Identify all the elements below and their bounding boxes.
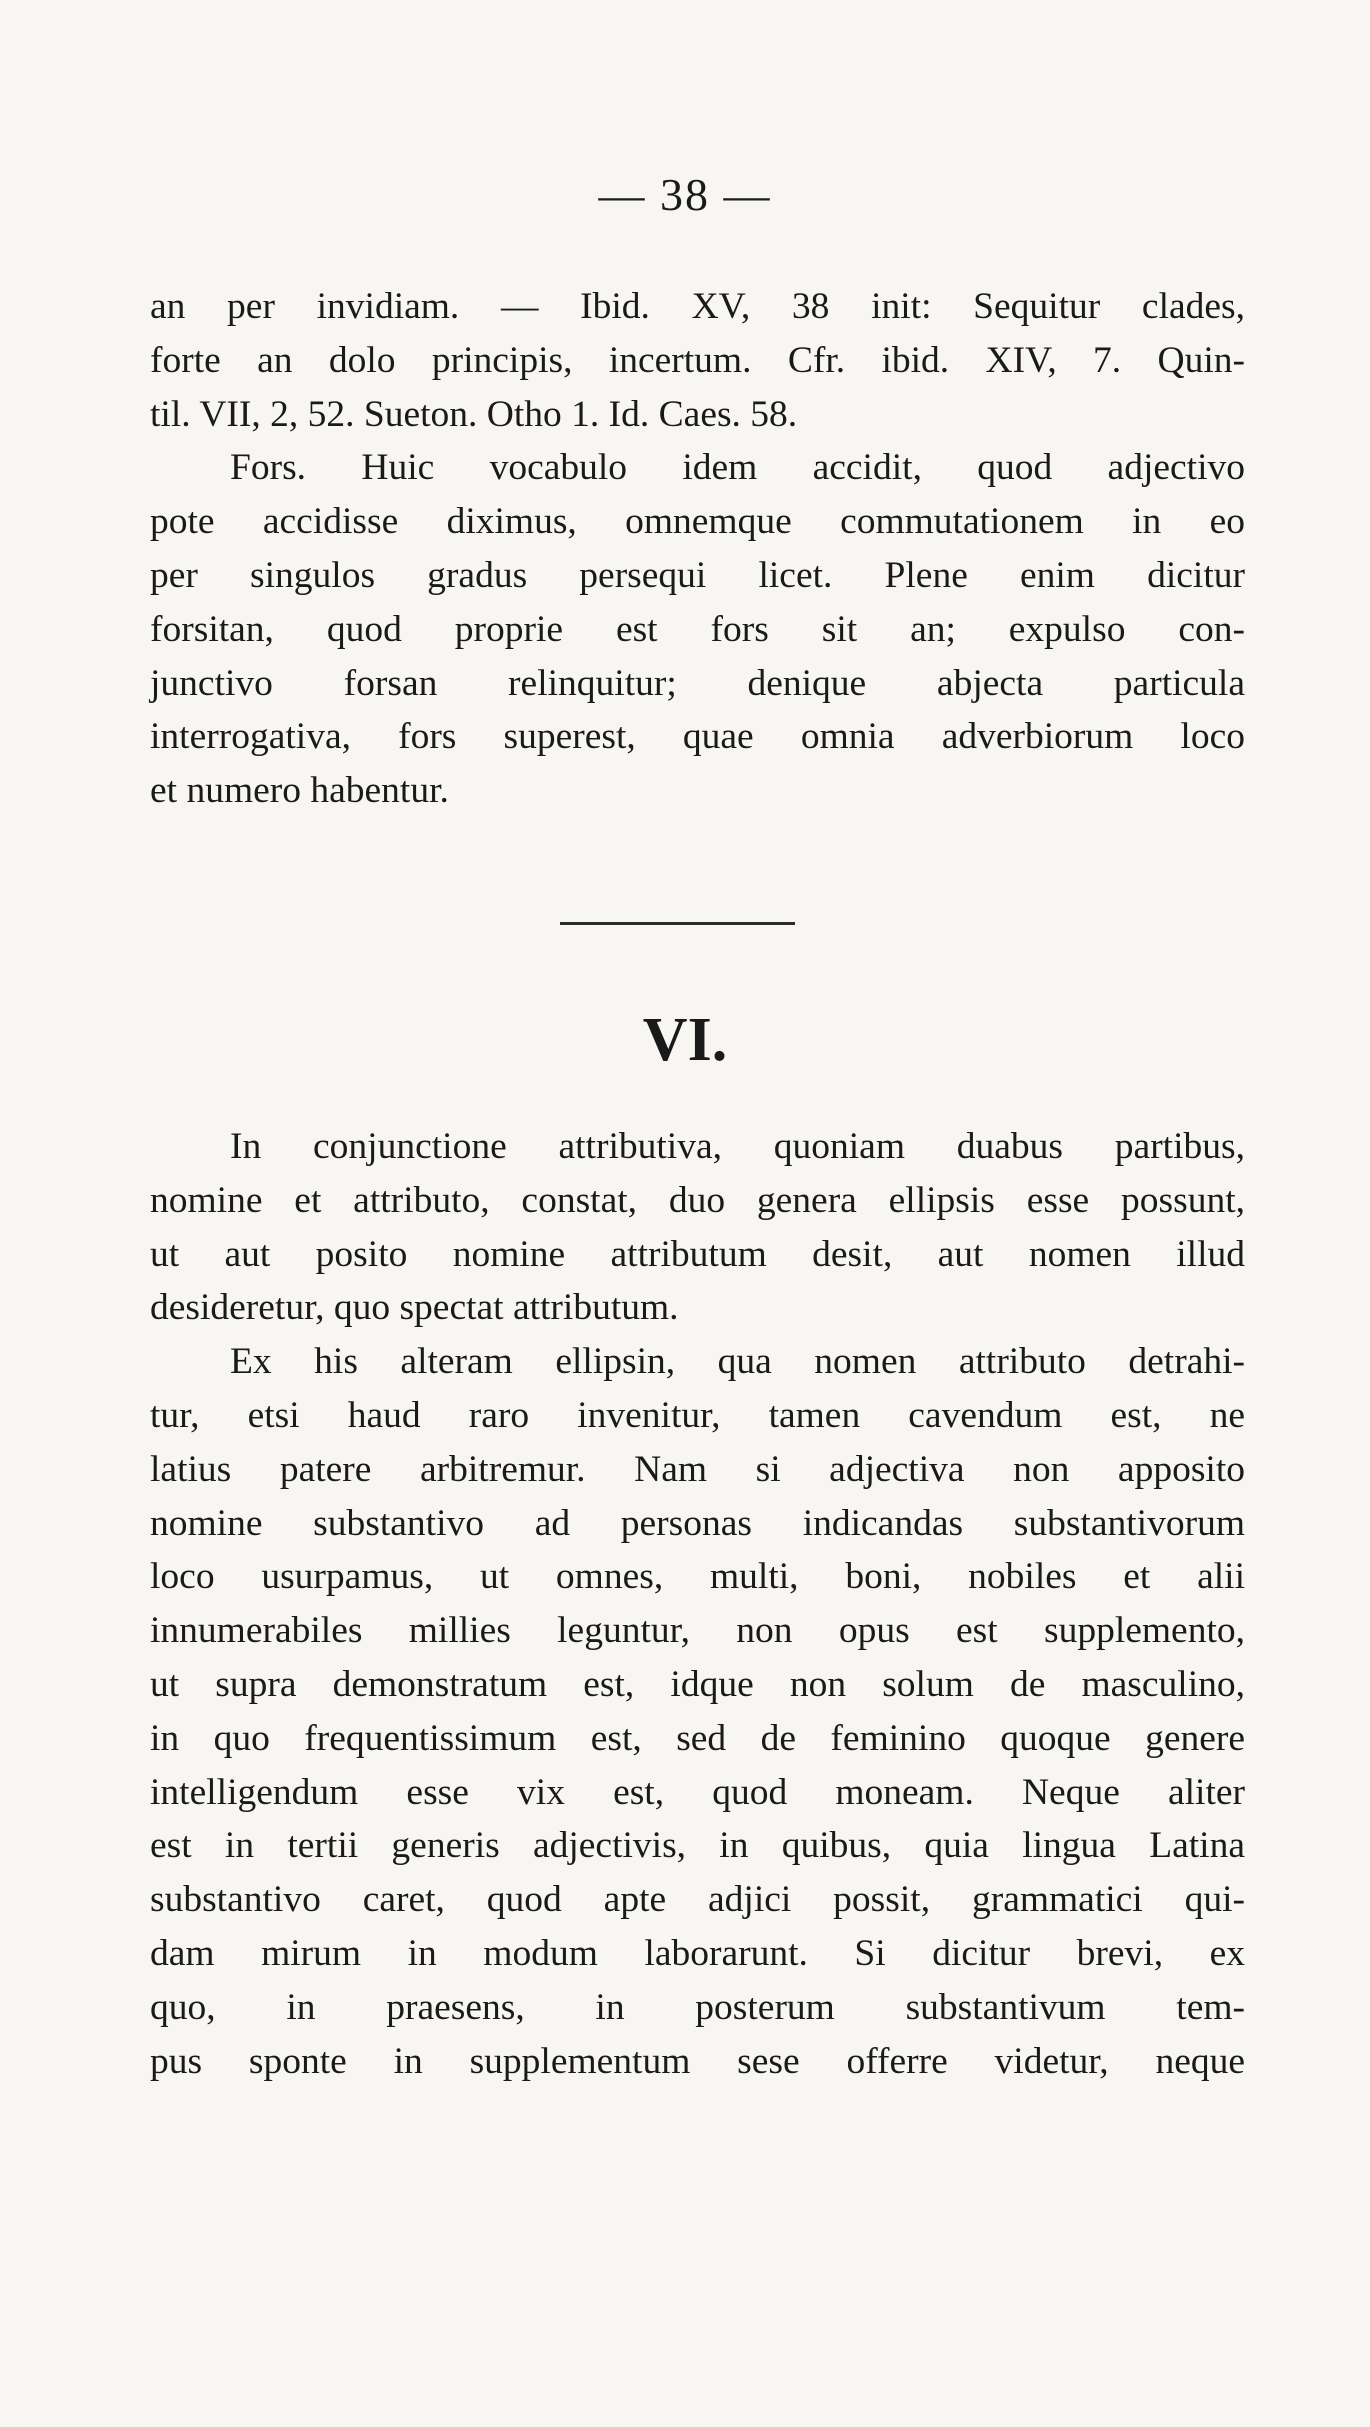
text-line: loco usurpamus, ut omnes, multi, boni, nobiles et alii	[150, 1556, 1245, 1598]
text-line: pote accidisse diximus, omnemque commutationem in eo	[150, 501, 1245, 543]
text-line: pus sponte in supplementum sese offerre videtur, neque	[150, 2040, 1245, 2082]
text-line: per singulos gradus persequi licet. Plene enim dicitur	[150, 554, 1245, 596]
section-heading: VI.	[642, 1006, 728, 1074]
paragraph-section-vi	[150, 1120, 1245, 2088]
text-line: substantivo caret, quod apte adjici possit, grammatici qui-	[150, 1879, 1245, 1921]
text-line: forsitan, quod proprie est fors sit an; expulso con-	[150, 608, 1245, 650]
text-line: desideretur, quo spectat attributum.	[150, 1287, 679, 1329]
text-line: til. VII, 2, 52. Sueton. Otho 1. Id. Caes. 58.	[150, 393, 798, 435]
text-line: est in tertii generis adjectivis, in quibus, quia lingua Latina	[150, 1825, 1245, 1867]
text-line: dam mirum in modum laborarunt. Si dicitur brevi, ex	[150, 1932, 1245, 1974]
text-line: interrogativa, fors superest, quae omnia adverbiorum loco	[150, 716, 1245, 758]
text-line: ut supra demonstratum est, idque non solum de masculino,	[150, 1663, 1245, 1705]
section-divider	[560, 922, 795, 925]
text-line: et numero habentur.	[150, 770, 449, 812]
text-line: innumerabiles millies leguntur, non opus est supplemento,	[150, 1610, 1245, 1652]
text-line: latius patere arbitremur. Nam si adjectiva non apposito	[150, 1448, 1245, 1490]
paragraph-fors	[150, 280, 1245, 818]
text-line: tur, etsi haud raro invenitur, tamen cavendum est, ne	[150, 1394, 1245, 1436]
text-line: nomine et attributo, constat, duo genera ellipsis esse possunt,	[150, 1179, 1245, 1221]
text-line: Ex his alteram ellipsin, qua nomen attributo detrahi-	[230, 1341, 1245, 1383]
text-line: junctivo forsan relinquitur; denique abjecta particula	[150, 662, 1245, 704]
text-line: In conjunctione attributiva, quoniam duabus partibus,	[230, 1126, 1245, 1167]
text-line: forte an dolo principis, incertum. Cfr. ibid. XIV, 7. Quin-	[150, 339, 1245, 381]
text-line: quo, in praesens, in posterum substantivum tem-	[150, 1986, 1245, 2028]
text-line: an per invidiam. — Ibid. XV, 38 init: Sequitur clades,	[150, 286, 1245, 327]
page-number: — 38 —	[598, 169, 772, 220]
text-line: Fors. Huic vocabulo idem accidit, quod adjectivo	[230, 447, 1245, 489]
text-line: ut aut posito nomine attributum desit, aut nomen illud	[150, 1233, 1245, 1275]
text-line: in quo frequentissimum est, sed de feminino quoque genere	[150, 1717, 1245, 1759]
text-line: intelligendum esse vix est, quod moneam. Neque aliter	[150, 1771, 1245, 1813]
text-line: nomine substantivo ad personas indicandas substantivorum	[150, 1502, 1245, 1544]
